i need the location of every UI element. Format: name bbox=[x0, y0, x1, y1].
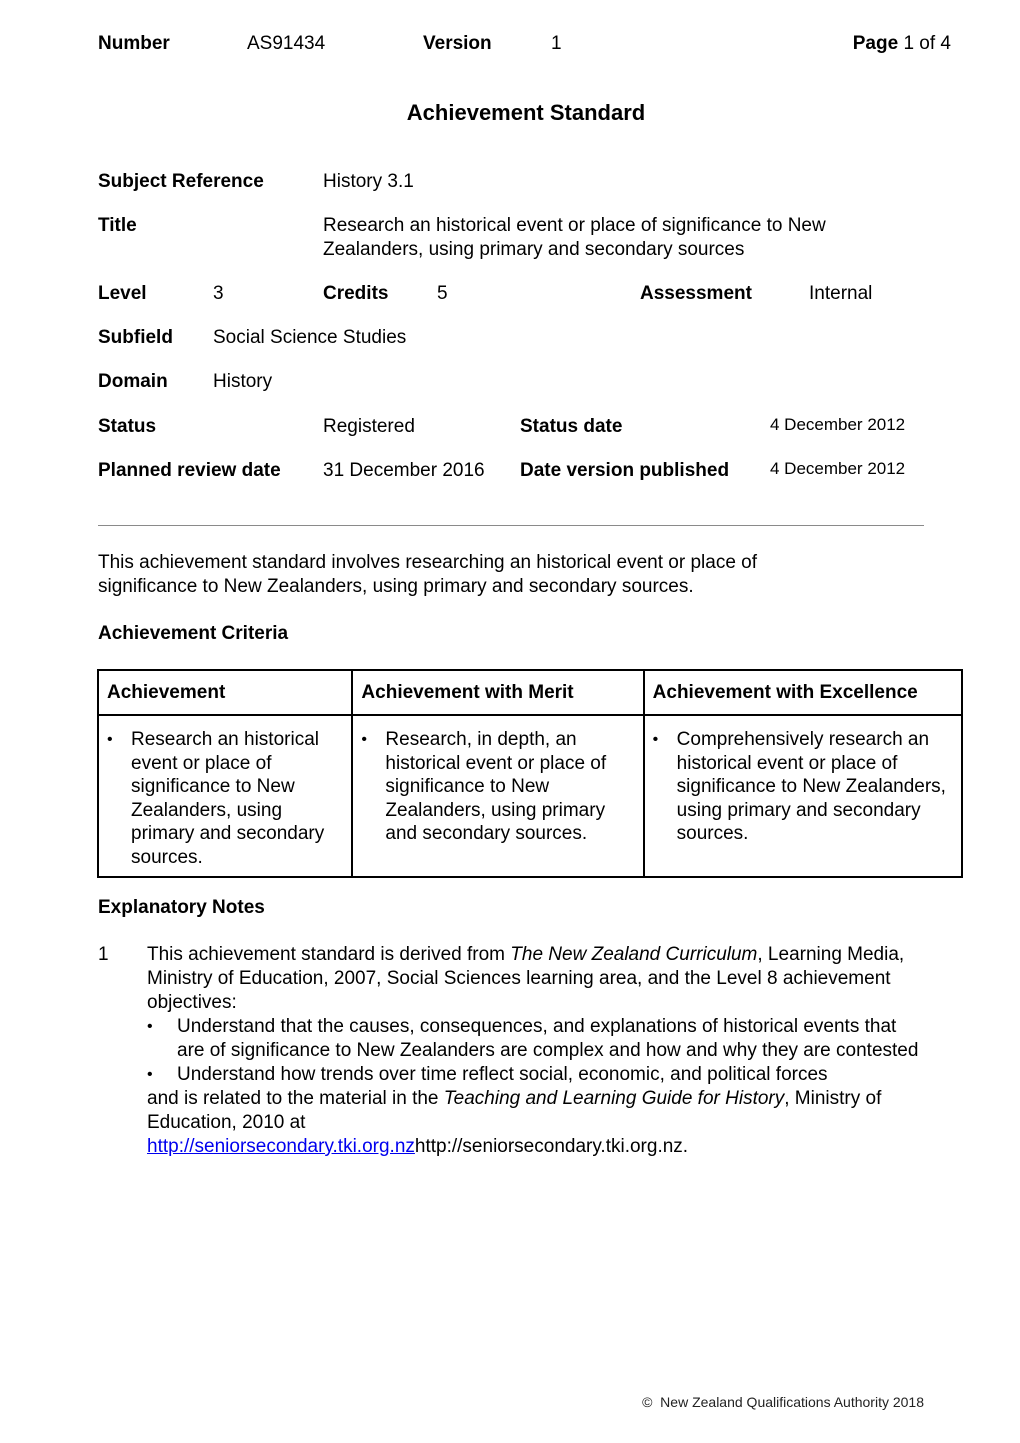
criteria-cell-excellence bbox=[644, 715, 962, 877]
credits-label: Credits bbox=[323, 283, 389, 304]
note-tail-cont: , Ministry of Education, 2010 at bbox=[147, 1088, 882, 1133]
note-number: 1 bbox=[98, 944, 109, 965]
title-value-line1: Research an historical event or place of significance to New bbox=[323, 215, 826, 236]
status-date-label: Status date bbox=[520, 416, 623, 437]
bullet-icon: • bbox=[107, 731, 113, 748]
criteria-text: Research an historical event or place of significance to New Zealanders, using primary and secondary sources. bbox=[131, 729, 325, 868]
criteria-header-row bbox=[98, 670, 962, 715]
bullet-icon: • bbox=[652, 731, 659, 748]
note-guide-title: Teaching and Learning Guide for History bbox=[443, 1088, 785, 1109]
subfield-value: Social Science Studies bbox=[213, 327, 407, 348]
note-text-start: This achievement standard is derived from bbox=[147, 944, 511, 965]
note-tail-start: and is related to the material in the bbox=[147, 1088, 444, 1109]
notes-heading: Explanatory Notes bbox=[98, 897, 265, 918]
bullet-icon: • bbox=[147, 1018, 153, 1035]
criteria-cell-merit bbox=[352, 715, 643, 877]
title-value-line2: Zealanders, using primary and secondary sources bbox=[323, 239, 745, 260]
credits-value: 5 bbox=[437, 283, 448, 304]
date-published-value: 4 December 2012 bbox=[770, 459, 906, 478]
list-item: • Understand how trends over time reflect social, economic, and political forces bbox=[147, 1064, 828, 1085]
planned-review-value: 31 December 2016 bbox=[323, 460, 485, 481]
note-text-cont: , Learning Media, Ministry of Education, 2007, Social Sciences learning area, and the Level 8 achievement objectives: bbox=[147, 944, 905, 1013]
page-indicator bbox=[853, 33, 951, 55]
page-label: Page bbox=[852, 33, 899, 54]
footer-copyright bbox=[642, 1394, 924, 1410]
bullet-icon: • bbox=[147, 1066, 153, 1083]
list-item: • Understand that the causes, consequences, and explanations of historical events that are of significance to New Zealanders are complex and how and why they are contested bbox=[147, 1016, 919, 1061]
date-published-label: Date version published bbox=[520, 460, 730, 481]
criteria-text: Research, in depth, an historical event or place of significance to New Zealanders, using primary and secondary sources. bbox=[385, 729, 607, 845]
footer-text: New Zealand Qualifications Authority 2018 bbox=[660, 1394, 924, 1410]
subfield-label: Subfield bbox=[98, 327, 173, 348]
column-header-merit: Achievement with Merit bbox=[352, 670, 643, 715]
column-header-excellence: Achievement with Excellence bbox=[644, 670, 962, 715]
status-label: Status bbox=[98, 416, 157, 437]
version-label: Version bbox=[423, 33, 492, 54]
intro-line-2: significance to New Zealanders, using primary and secondary sources. bbox=[98, 576, 694, 597]
level-value: 3 bbox=[213, 283, 224, 304]
section-divider bbox=[98, 525, 924, 526]
intro-paragraph bbox=[98, 551, 757, 599]
note-item-1 bbox=[98, 943, 928, 1159]
status-date-value: 4 December 2012 bbox=[770, 415, 906, 434]
table-row bbox=[98, 715, 962, 877]
planned-review-label: Planned review date bbox=[98, 460, 281, 481]
criteria-table bbox=[97, 669, 963, 878]
page-title: Achievement Standard bbox=[406, 100, 646, 125]
subject-reference-label: Subject Reference bbox=[98, 171, 264, 192]
intro-line-1: This achievement standard involves researching an historical event or place of bbox=[98, 552, 758, 573]
status-value: Registered bbox=[323, 416, 415, 437]
criteria-heading: Achievement Criteria bbox=[98, 623, 289, 644]
criteria-cell-achievement bbox=[98, 715, 352, 877]
domain-value: History bbox=[213, 371, 273, 392]
domain-label: Domain bbox=[98, 371, 168, 392]
assessment-value: Internal bbox=[809, 283, 873, 304]
column-header-achievement: Achievement bbox=[98, 670, 352, 715]
criteria-text: Comprehensively research an historical event or place of significance to New Zealanders, using primary and secondary sources. bbox=[676, 729, 946, 845]
objectives-list bbox=[147, 1015, 928, 1087]
seniorsecondary-link[interactable]: http://seniorsecondary.tki.org.nz bbox=[147, 1136, 415, 1157]
note-curriculum-title: The New Zealand Curriculum bbox=[510, 944, 758, 965]
subject-reference-value: History 3.1 bbox=[323, 171, 414, 192]
assessment-label: Assessment bbox=[640, 283, 752, 304]
number-value: AS91434 bbox=[247, 33, 326, 54]
link-trailing-text: http://seniorsecondary.tki.org.nz. bbox=[414, 1136, 689, 1157]
page-value: 1 of 4 bbox=[903, 33, 951, 54]
bullet-icon: • bbox=[361, 731, 368, 748]
title-label: Title bbox=[98, 215, 137, 236]
copyright-icon: © bbox=[642, 1394, 653, 1410]
level-label: Level bbox=[98, 283, 147, 304]
version-value: 1 bbox=[551, 33, 562, 54]
number-label: Number bbox=[98, 33, 170, 54]
